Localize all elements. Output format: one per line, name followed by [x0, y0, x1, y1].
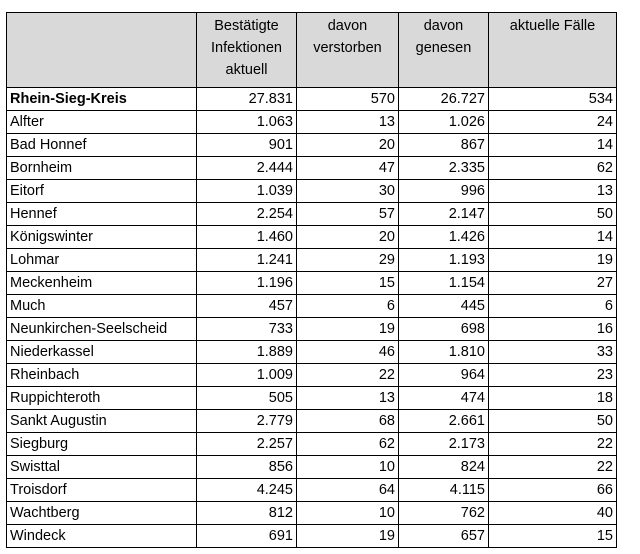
confirmed-cell: 691 [197, 525, 297, 548]
table-row [7, 226, 617, 249]
recovered-cell: 26.727 [399, 88, 489, 111]
deceased-cell: 20 [297, 226, 399, 249]
recovered-cell: 474 [399, 387, 489, 410]
table-row [7, 111, 617, 134]
municipality-cell: Rhein-Sieg-Kreis [7, 88, 197, 111]
recovered-cell: 824 [399, 456, 489, 479]
municipality-cell: Ruppichteroth [7, 387, 197, 410]
municipality-cell: Hennef [7, 203, 197, 226]
municipality-cell: Bornheim [7, 157, 197, 180]
municipality-cell: Windeck [7, 525, 197, 548]
deceased-cell: 30 [297, 180, 399, 203]
current-cases-cell: 33 [489, 341, 617, 364]
recovered-cell: 996 [399, 180, 489, 203]
confirmed-cell: 1.196 [197, 272, 297, 295]
recovered-cell: 1.026 [399, 111, 489, 134]
recovered-cell: 2.335 [399, 157, 489, 180]
current-cases-cell: 15 [489, 525, 617, 548]
municipality-cell: Wachtberg [7, 502, 197, 525]
confirmed-cell: 2.444 [197, 157, 297, 180]
recovered-cell: 698 [399, 318, 489, 341]
table-row [7, 364, 617, 387]
current-cases-cell: 22 [489, 433, 617, 456]
table-row [7, 318, 617, 341]
municipality-cell: Rheinbach [7, 364, 197, 387]
current-cases-cell: 40 [489, 502, 617, 525]
recovered-cell: 1.810 [399, 341, 489, 364]
recovered-cell: 4.115 [399, 479, 489, 502]
municipality-cell: Lohmar [7, 249, 197, 272]
table-row [7, 295, 617, 318]
table-row [7, 180, 617, 203]
municipality-cell: Swisttal [7, 456, 197, 479]
deceased-cell: 6 [297, 295, 399, 318]
header-row [7, 13, 617, 88]
recovered-cell: 762 [399, 502, 489, 525]
recovered-cell: 2.661 [399, 410, 489, 433]
confirmed-cell: 4.245 [197, 479, 297, 502]
deceased-cell: 15 [297, 272, 399, 295]
deceased-cell: 62 [297, 433, 399, 456]
current-cases-cell: 27 [489, 272, 617, 295]
current-cases-cell: 50 [489, 203, 617, 226]
recovered-cell: 2.173 [399, 433, 489, 456]
current-cases-cell: 62 [489, 157, 617, 180]
deceased-cell: 13 [297, 111, 399, 134]
recovered-cell: 445 [399, 295, 489, 318]
deceased-cell: 46 [297, 341, 399, 364]
deceased-cell: 10 [297, 456, 399, 479]
header-recovered: davon genesen [399, 13, 489, 88]
confirmed-cell: 1.460 [197, 226, 297, 249]
table-row [7, 525, 617, 548]
deceased-cell: 19 [297, 318, 399, 341]
confirmed-cell: 812 [197, 502, 297, 525]
confirmed-cell: 856 [197, 456, 297, 479]
confirmed-cell: 1.039 [197, 180, 297, 203]
confirmed-cell: 1.889 [197, 341, 297, 364]
header-region [7, 13, 197, 88]
confirmed-cell: 2.254 [197, 203, 297, 226]
current-cases-cell: 534 [489, 88, 617, 111]
current-cases-cell: 18 [489, 387, 617, 410]
deceased-cell: 570 [297, 88, 399, 111]
confirmed-cell: 1.009 [197, 364, 297, 387]
deceased-cell: 47 [297, 157, 399, 180]
header-deceased: davon verstorben [297, 13, 399, 88]
table-row [7, 433, 617, 456]
confirmed-cell: 901 [197, 134, 297, 157]
deceased-cell: 57 [297, 203, 399, 226]
confirmed-cell: 1.063 [197, 111, 297, 134]
confirmed-cell: 2.779 [197, 410, 297, 433]
deceased-cell: 10 [297, 502, 399, 525]
confirmed-cell: 733 [197, 318, 297, 341]
deceased-cell: 20 [297, 134, 399, 157]
municipality-cell: Niederkassel [7, 341, 197, 364]
recovered-cell: 867 [399, 134, 489, 157]
table-body [7, 88, 617, 548]
recovered-cell: 1.154 [399, 272, 489, 295]
current-cases-cell: 13 [489, 180, 617, 203]
municipality-cell: Siegburg [7, 433, 197, 456]
header-current-cases: aktuelle Fälle [489, 13, 617, 88]
total-row [7, 88, 617, 111]
table-row [7, 502, 617, 525]
table-row [7, 249, 617, 272]
covid-cases-table [6, 12, 617, 548]
current-cases-cell: 23 [489, 364, 617, 387]
municipality-cell: Bad Honnef [7, 134, 197, 157]
municipality-cell: Neunkirchen-Seelscheid [7, 318, 197, 341]
table-container [6, 12, 617, 548]
current-cases-cell: 14 [489, 134, 617, 157]
municipality-cell: Königswinter [7, 226, 197, 249]
current-cases-cell: 19 [489, 249, 617, 272]
header-confirmed: Bestätigte Infektionen aktuell [197, 13, 297, 88]
confirmed-cell: 27.831 [197, 88, 297, 111]
recovered-cell: 657 [399, 525, 489, 548]
municipality-cell: Much [7, 295, 197, 318]
table-row [7, 157, 617, 180]
table-row [7, 387, 617, 410]
municipality-cell: Sankt Augustin [7, 410, 197, 433]
current-cases-cell: 24 [489, 111, 617, 134]
confirmed-cell: 505 [197, 387, 297, 410]
current-cases-cell: 16 [489, 318, 617, 341]
deceased-cell: 13 [297, 387, 399, 410]
current-cases-cell: 14 [489, 226, 617, 249]
confirmed-cell: 457 [197, 295, 297, 318]
deceased-cell: 29 [297, 249, 399, 272]
municipality-cell: Meckenheim [7, 272, 197, 295]
current-cases-cell: 50 [489, 410, 617, 433]
recovered-cell: 1.426 [399, 226, 489, 249]
confirmed-cell: 1.241 [197, 249, 297, 272]
current-cases-cell: 6 [489, 295, 617, 318]
deceased-cell: 68 [297, 410, 399, 433]
municipality-cell: Troisdorf [7, 479, 197, 502]
table-row [7, 341, 617, 364]
confirmed-cell: 2.257 [197, 433, 297, 456]
deceased-cell: 19 [297, 525, 399, 548]
deceased-cell: 64 [297, 479, 399, 502]
recovered-cell: 964 [399, 364, 489, 387]
table-row [7, 203, 617, 226]
recovered-cell: 1.193 [399, 249, 489, 272]
municipality-cell: Alfter [7, 111, 197, 134]
current-cases-cell: 66 [489, 479, 617, 502]
table-row [7, 134, 617, 157]
table-row [7, 456, 617, 479]
municipality-cell: Eitorf [7, 180, 197, 203]
recovered-cell: 2.147 [399, 203, 489, 226]
current-cases-cell: 22 [489, 456, 617, 479]
table-row [7, 410, 617, 433]
table-row [7, 479, 617, 502]
deceased-cell: 22 [297, 364, 399, 387]
table-row [7, 272, 617, 295]
